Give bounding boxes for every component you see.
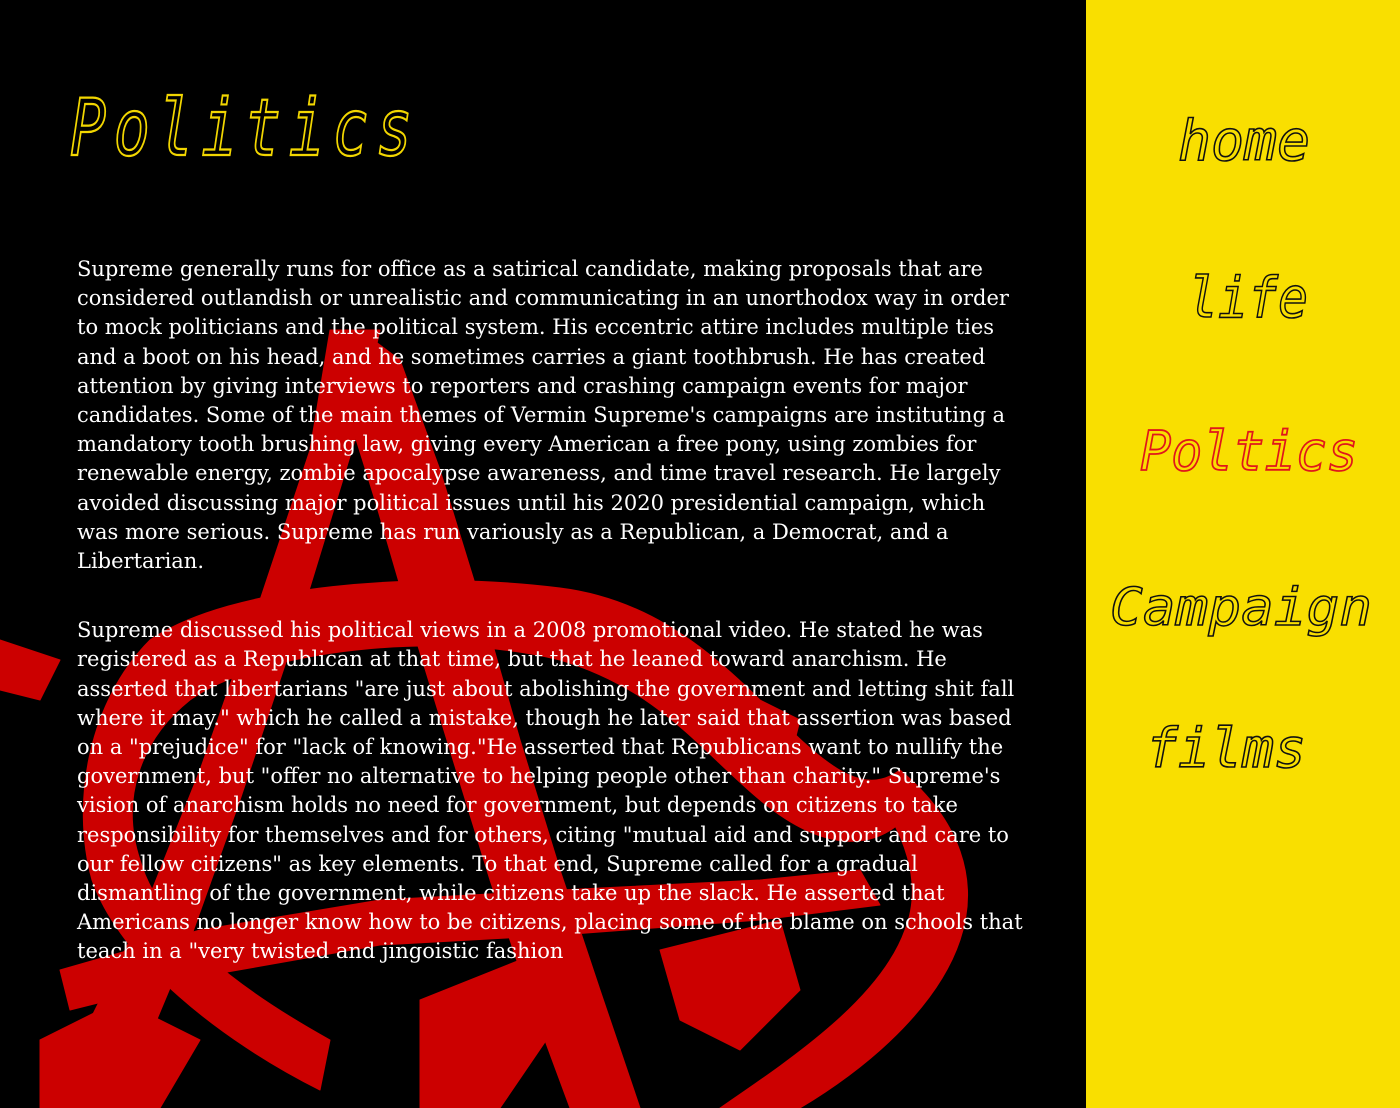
nav-politics-handwritten: [1138, 418, 1364, 488]
paragraph-satirical-candidate: Supreme generally runs for office as a satirical candidate, making proposals that are considered outlandish or unrealistic and communicating in an unorthodox way in order to mock politicians and the political system. His eccentric attire includes multiple ties and a boot on his head, and he sometimes carries a giant toothbrush. He has created attention by giving interviews to reporters and crashing campaign events for major candidates. Some of the main themes of Vermin Supreme's campaigns are instituting a mandatory tooth brushing law, giving every American a free pony, using zombies for renewable energy, zombie apocalypse awareness, and time travel research. He largely avoided discussing major political issues until his 2020 presidential campaign, which was more serious. Supreme has run variously as a Republican, a Democrat, and a Libertarian.: [77, 257, 1009, 574]
svg-text:Campaign: Campaign: [1110, 578, 1372, 638]
nav-item-campaign[interactable]: [1108, 575, 1378, 645]
nav-item-life[interactable]: [1186, 262, 1316, 332]
article-content: [77, 255, 1027, 1007]
svg-text:films: films: [1146, 717, 1306, 780]
svg-text:Poltics: Poltics: [1140, 420, 1358, 483]
svg-text:home: home: [1178, 109, 1310, 174]
nav-life-handwritten: [1186, 262, 1316, 332]
nav-item-politics[interactable]: [1138, 418, 1364, 488]
nav-films-handwritten: [1144, 715, 1314, 785]
nav-home-handwritten: [1176, 105, 1316, 175]
svg-text:Politics: Politics: [70, 84, 420, 174]
nav-item-home[interactable]: [1176, 105, 1316, 175]
svg-text:life: life: [1188, 266, 1308, 331]
nav-item-films[interactable]: [1144, 715, 1314, 785]
paragraph-political-views: Supreme discussed his political views in a 2008 promotional video. He stated he was registered as a Republican at that time, but that he leaned toward anarchism. He asserted that libertarians "are just about abolishing the government and letting shit fall where it may." which he called a mistake, though he later said that assertion was based on a "prejudice" for "lack of knowing."He asserted that Republicans want to nullify the government, but "offer no alternative to helping people other than charity." Supreme's vision of anarchism holds no need for government, but depends on citizens to take responsibility for themselves and for others, citing "mutual aid and support and care to our fellow citizens" as key elements. To that end, Supreme called for a gradual dismantling of the government, while citizens take up the slack. He asserted that Americans no longer know how to be citizens, placing some of the blame on schools that teach in a "very twisted and jingoistic fashion: [77, 618, 1023, 964]
sidebar-nav: [1086, 0, 1400, 1108]
nav-campaign-handwritten: [1108, 575, 1378, 645]
page-title: [62, 70, 442, 180]
